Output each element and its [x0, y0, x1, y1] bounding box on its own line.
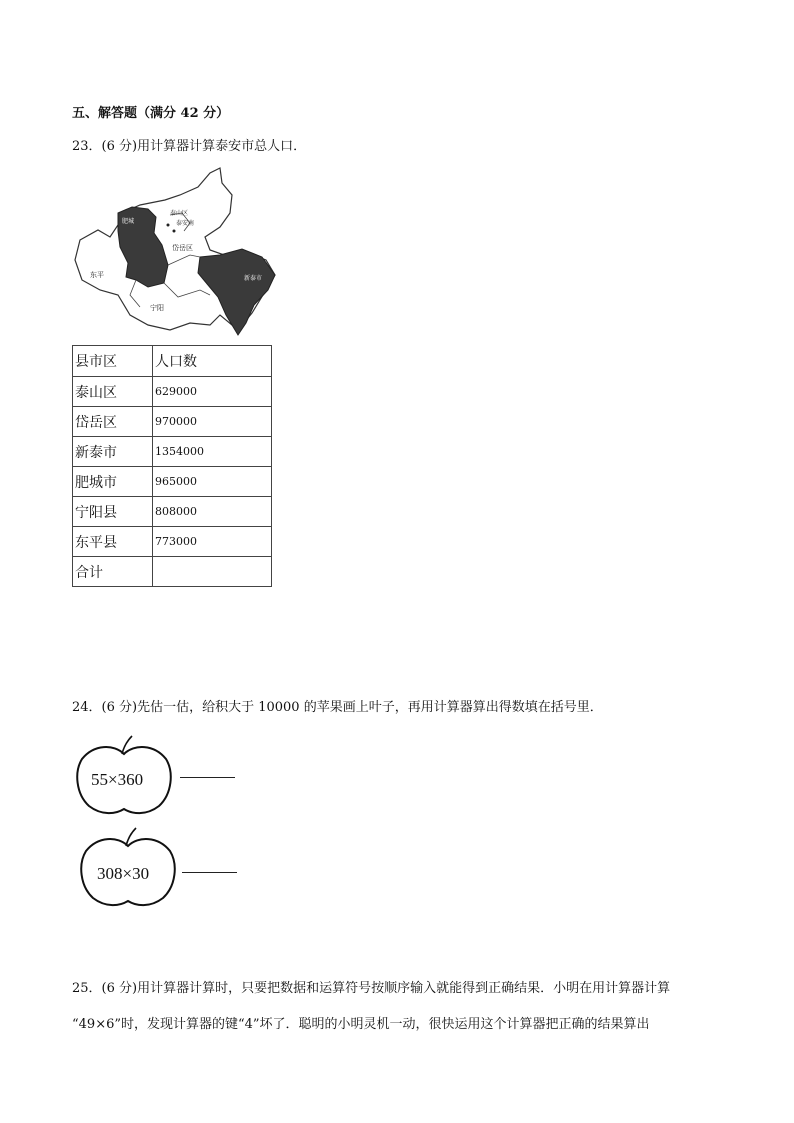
table-row: [73, 407, 272, 437]
question-25-line-1: 25．(6 分)用计算器计算时，只要把数据和运算符号按顺序输入就能得到正确结果．小明在用计算器计算: [72, 981, 671, 996]
map-label: 泰山区: [170, 210, 189, 217]
table-cell-answer[interactable]: [153, 557, 272, 587]
table-row: [73, 527, 272, 557]
answer-blank[interactable]: [180, 777, 235, 778]
table-cell: 773000: [153, 527, 272, 557]
table-row: [73, 557, 272, 587]
table-row: [73, 377, 272, 407]
table-row: [73, 467, 272, 497]
table-row: [73, 497, 272, 527]
table-header: 县市区: [73, 346, 153, 377]
table-cell: 岱岳区: [73, 407, 153, 437]
population-table: [72, 345, 272, 587]
map-city-dot: [173, 230, 176, 233]
table-cell: 808000: [153, 497, 272, 527]
table-cell: 东平县: [73, 527, 153, 557]
table-cell: 肥城市: [73, 467, 153, 497]
table-cell: 970000: [153, 407, 272, 437]
table-header-row: [73, 346, 272, 377]
map-label: 新泰市: [244, 275, 263, 282]
table-header: 人口数: [153, 346, 272, 377]
map-label: 泰安南: [176, 220, 195, 227]
map-city-dot: [167, 224, 170, 227]
table-row: [73, 437, 272, 467]
question-24-text: 24．(6 分)先估一估，给积大于 10000 的苹果画上叶子，再用计算器算出得数填在括号里．: [72, 700, 603, 715]
section-title: 五、解答题（满分 42 分）: [72, 106, 230, 121]
map-label: 东平: [90, 271, 104, 279]
table-cell: 泰山区: [73, 377, 153, 407]
table-cell: 1354000: [153, 437, 272, 467]
map-label: 宁阳: [150, 304, 164, 312]
answer-blank[interactable]: [182, 872, 237, 873]
question-23-text: 23．(6 分)用计算器计算泰安市总人口．: [72, 139, 307, 154]
map-label: 岱岳区: [172, 244, 193, 252]
table-cell: 新泰市: [73, 437, 153, 467]
taian-map: [70, 165, 280, 340]
question-25-line-2: “49×6”时，发现计算器的键“4”坏了．聪明的小明灵机一动，很快运用这个计算器把正确的结果算出: [72, 1017, 650, 1032]
map-label: 肥城: [122, 218, 135, 225]
table-cell: 629000: [153, 377, 272, 407]
table-cell: 合计: [73, 557, 153, 587]
table-cell: 965000: [153, 467, 272, 497]
apple-expression: 55×360: [91, 770, 144, 789]
apple-expression: 308×30: [97, 864, 150, 883]
table-cell: 宁阳县: [73, 497, 153, 527]
